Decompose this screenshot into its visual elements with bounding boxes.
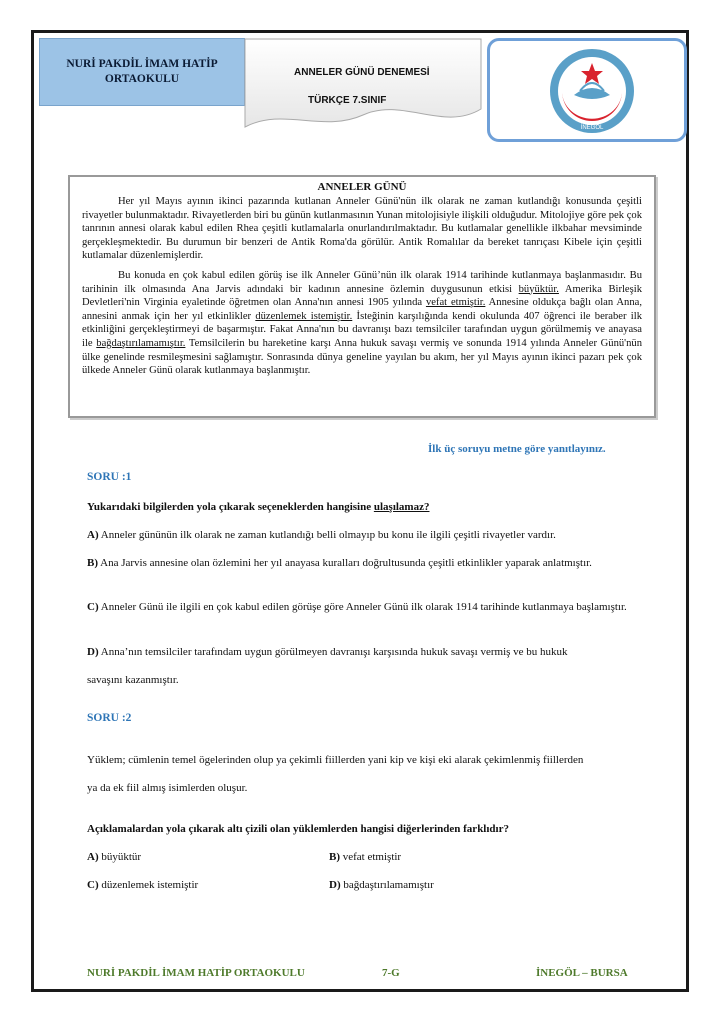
exam-title: ANNELER GÜNÜ DENEMESİ xyxy=(294,67,430,78)
question-2-option-c[interactable]: C) düzenlemek istemiştir xyxy=(87,879,199,891)
question-1-option-d-cont: savaşını kazanmıştır. xyxy=(87,674,179,686)
passage-title: ANNELER GÜNÜ xyxy=(317,181,407,193)
question-1-option-b[interactable]: B) Ana Jarvis annesine olan özlemini her yıl anayasa kuralları doğrultusunda çeşitli etkinlikler yaparak anlatmıştır. xyxy=(87,557,592,569)
logo-place-text: İNEGÖL xyxy=(580,125,604,131)
underlined-predicate-2: vefat etmiştir. xyxy=(425,297,486,309)
question-2-option-a[interactable]: A) büyüktür xyxy=(87,851,142,863)
reading-passage-box xyxy=(68,175,656,418)
passage-paragraph-2: Bu konuda en çok kabul edilen görüş ise ilk Anneler Günü’nün ilk olarak 1914 tarihinde kutlanmaya başlanmasıdır. Bu tarihinin ilk olmasında Ana Jarvis adındaki bir kadının annesine özlemin duygusunun etkisi büyüktür. Amerika Birleşik Devletleri'nin Virginia eyaletinde öğretmen olan Anna'nın annesi 1905 yılında vefat etmiştir. Annesine oldukça bağlı olan Anna, annesini anmak için her yıl etkinlikler düzenlemek istemiştir. İsteğinin karşılığında kendi okulunda 407 öğrenci ile beraber ilk etkinliğini gerçekleştirmeyi de başarmıştır. Fakat Anna'nın bu davranışı bazı temsilciler tarafından uygun görülmemiş ve anayasa ile bağdaştırılamamıştır. Temsilcilerin bu hareketine karşı Anna hukuk savaşı vermiş ve sonunda 1914 yılında Anneler Günü'nün ülke genelinde resmileşmesini sağlamıştır. Sonrasında dünya geneline yayılan bu akım, her yıl Mayıs ayının ikinci pazarı pek çok ülkede Anneler Günü olarak kutlanmaya başlanmıştır. xyxy=(82,269,643,377)
subject-grade: TÜRKÇE 7.SINIF xyxy=(308,95,387,106)
question-2-stem: Açıklamalardan yola çıkarak altı çizili olan yüklemlerden hangisi diğerlerinden farklıdır? xyxy=(87,823,509,835)
question-2-option-b[interactable]: B) vefat etmiştir xyxy=(329,851,402,863)
footer-school: NURİ PAKDİL İMAM HATİP ORTAOKULU xyxy=(87,967,305,979)
question-1-stem: Yukarıdaki bilgilerden yola çıkarak seçeneklerden hangisine ulaşılamaz? xyxy=(87,501,430,513)
question-2-info-line-2: ya da ek fiil almış isimlerden oluşur. xyxy=(87,782,248,794)
instruction-text: İlk üç soruyu metne göre yanıtlayınız. xyxy=(428,443,606,455)
question-1-option-a[interactable]: A) Anneler gününün ilk olarak ne zaman kutlandığı belli olmayıp bu konu ile ilgili çeşitli rivayetler vardır. xyxy=(87,529,556,541)
question-2-info-line-1: Yüklem; cümlenin temel ögelerinden olup ya çekimli fiillerden yani kip ve kişi eki alarak çekimlenmiş fiillerden xyxy=(87,754,584,766)
question-1-label: SORU :1 xyxy=(87,471,132,483)
header-wave-banner xyxy=(243,37,483,137)
school-name: NURİ PAKDİL İMAM HATİP ORTAOKULU xyxy=(66,58,218,85)
footer-class: 7-G xyxy=(382,967,400,979)
passage-paragraph-1: Her yıl Mayıs ayının ikinci pazarında kutlanan Anneler Günü'nün ilk olarak ne zaman kutlandığı konusunda çeşitli rivayetler bulunmaktadır. Rivayetlerden biri bu günün kutlanmasının Yunan mitolojisiyle ilişkili olduğudur. Mitolojiye göre pek çok tanrının annesi olarak kabul edilen Rhea çeşitli kutlamalarla onurlandırılmaktadır. Bu kutlamalar genellikle ilkbahar mevsiminde gerçekleşmektedir. Bu durumun bir benzeri de Antik Roma'da görülür. Antik Romalılar da bereket tanrıçası Kibele için çeşitli kutlamalar düzenlemişlerdir. xyxy=(82,196,642,262)
question-2-label: SORU :2 xyxy=(87,712,132,724)
school-logo xyxy=(500,47,684,135)
footer-place: İNEGÖL – BURSA xyxy=(536,967,628,979)
underlined-predicate-1: büyüktür. xyxy=(518,283,559,295)
question-2-option-d[interactable]: D) bağdaştırılamamıştır xyxy=(329,879,434,891)
underlined-predicate-4: bağdaştırılamamıştır. xyxy=(96,337,186,349)
school-logo-frame xyxy=(487,38,687,142)
school-name-box xyxy=(39,38,245,106)
question-1-option-c[interactable]: C) Anneler Günü ile ilgili en çok kabul edilen görüşe göre Anneler Günü ilk olarak 1914 tarihinde kutlanmaya başlamıştır. xyxy=(87,601,627,613)
underlined-predicate-3: düzenlemek istemiştir. xyxy=(255,310,353,322)
question-1-option-d[interactable]: D) Anna’nın temsilciler tarafındam uygun görülmeyen davranışı karşısında hukuk savaşı vermiş ve bu hukuk xyxy=(87,646,568,658)
